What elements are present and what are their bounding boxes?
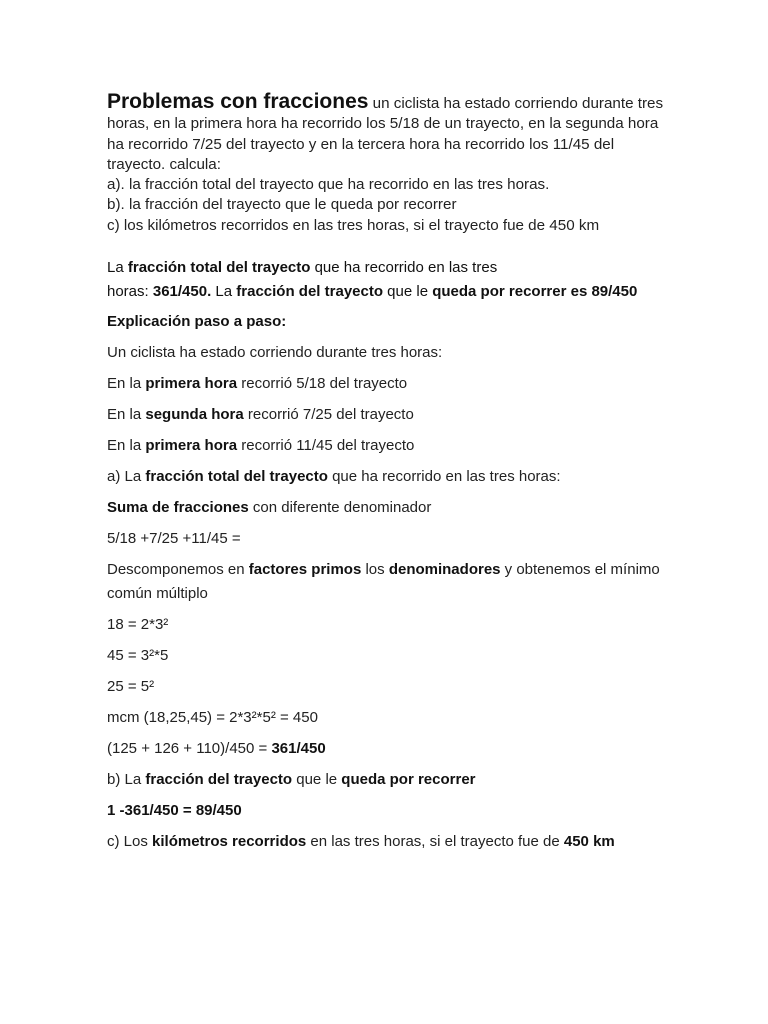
bold-text: fracción total del trayecto: [145, 468, 328, 486]
text: recorrió 7/25 del trayecto: [243, 406, 414, 424]
text: c) Los: [107, 833, 153, 851]
text: que le: [292, 771, 342, 789]
text: recorrió 5/18 del trayecto: [237, 375, 408, 393]
hour-2-line: [107, 403, 668, 427]
factor-18: 18 = 2*3²: [107, 616, 169, 634]
answer-summary: [107, 256, 668, 304]
text: en las tres horas, si el trayecto fue de: [306, 833, 564, 851]
text: (125 + 126 + 110)/450 =: [107, 740, 272, 758]
sum-expression: 5/18 +7/25 +11/45 =: [107, 530, 241, 548]
text: recorrió 11/45 del trayecto: [237, 437, 415, 455]
hour-3-line: [107, 434, 668, 458]
explanation: [107, 310, 668, 854]
problem-statement: [107, 92, 668, 236]
result-b-line: [107, 799, 668, 823]
bold-text: 1 -361/450 = 89/450: [107, 802, 242, 820]
sum-line: [107, 496, 668, 520]
text: que ha recorrido en las tres horas:: [327, 468, 561, 486]
bold-text: queda por recorrer: [341, 771, 476, 789]
bold-text: factores primos: [248, 561, 362, 579]
mcm-line: mcm (18,25,45) = 2*3²*5² = 450: [107, 709, 318, 727]
heading-text: Explicación paso a paso:: [107, 313, 287, 331]
bold-text: Suma de fracciones: [107, 499, 249, 517]
text: En la: [107, 437, 146, 455]
text: Descomponemos en: [107, 561, 249, 579]
answer-result-b: queda por recorrer es 89/450: [432, 283, 638, 301]
answer-text: La: [211, 283, 237, 301]
factor-45: 45 = 3²*5: [107, 647, 169, 665]
explanation-heading: [107, 310, 668, 334]
part-b-heading: [107, 768, 668, 792]
bold-text: 450 km: [563, 833, 615, 851]
bold-text: primera hora: [145, 375, 238, 393]
text: En la: [107, 406, 146, 424]
answer-text: La: [107, 259, 128, 277]
text: b) La: [107, 771, 146, 789]
decompose-line: [107, 558, 668, 606]
text: los: [361, 561, 389, 579]
answer-text: horas:: [107, 283, 153, 301]
question-a: a). la fracción total del trayecto que ha recorrido en las tres horas.: [107, 176, 550, 194]
answer-bold: fracción del trayecto: [236, 283, 383, 301]
bold-text: primera hora: [145, 437, 238, 455]
text: a) La: [107, 468, 146, 486]
factor-25: 25 = 5²: [107, 678, 155, 696]
text: con diferente denominador: [248, 499, 432, 517]
answer-text: que le: [383, 283, 433, 301]
bold-text: denominadores: [388, 561, 501, 579]
part-c-heading: [107, 830, 668, 854]
question-c: c) los kilómetros recorridos en las tres horas, si el trayecto fue de 450 km: [107, 216, 600, 234]
text: y obtenemos el mínimo común múltiplo: [107, 561, 660, 603]
bold-text: 361/450: [271, 740, 326, 758]
part-a-heading: [107, 465, 668, 489]
explanation-intro: Un ciclista ha estado corriendo durante tres horas:: [107, 344, 443, 362]
answer-bold: fracción total del trayecto: [127, 259, 311, 277]
problem-intro: un ciclista ha estado corriendo durante tres horas, en la primera hora ha recorrido los 5/18 de un trayecto, en la segunda hora ha recorrido 7/25 del trayecto y en la tercera hora ha recorrido los 11/45 del trayecto. calcula:: [107, 95, 664, 173]
hour-1-line: [107, 372, 668, 396]
bold-text: fracción del trayecto: [145, 771, 293, 789]
answer-text: que ha recorrido en las tres: [310, 259, 498, 277]
bold-text: kilómetros recorridos: [152, 833, 307, 851]
bold-text: segunda hora: [145, 406, 244, 424]
text: En la: [107, 375, 146, 393]
problem-title: Problemas con fracciones: [107, 90, 369, 113]
question-b: b). la fracción del trayecto que le queda por recorrer: [107, 196, 457, 214]
result-a-line: [107, 737, 668, 761]
answer-result-a: 361/450.: [152, 283, 212, 301]
